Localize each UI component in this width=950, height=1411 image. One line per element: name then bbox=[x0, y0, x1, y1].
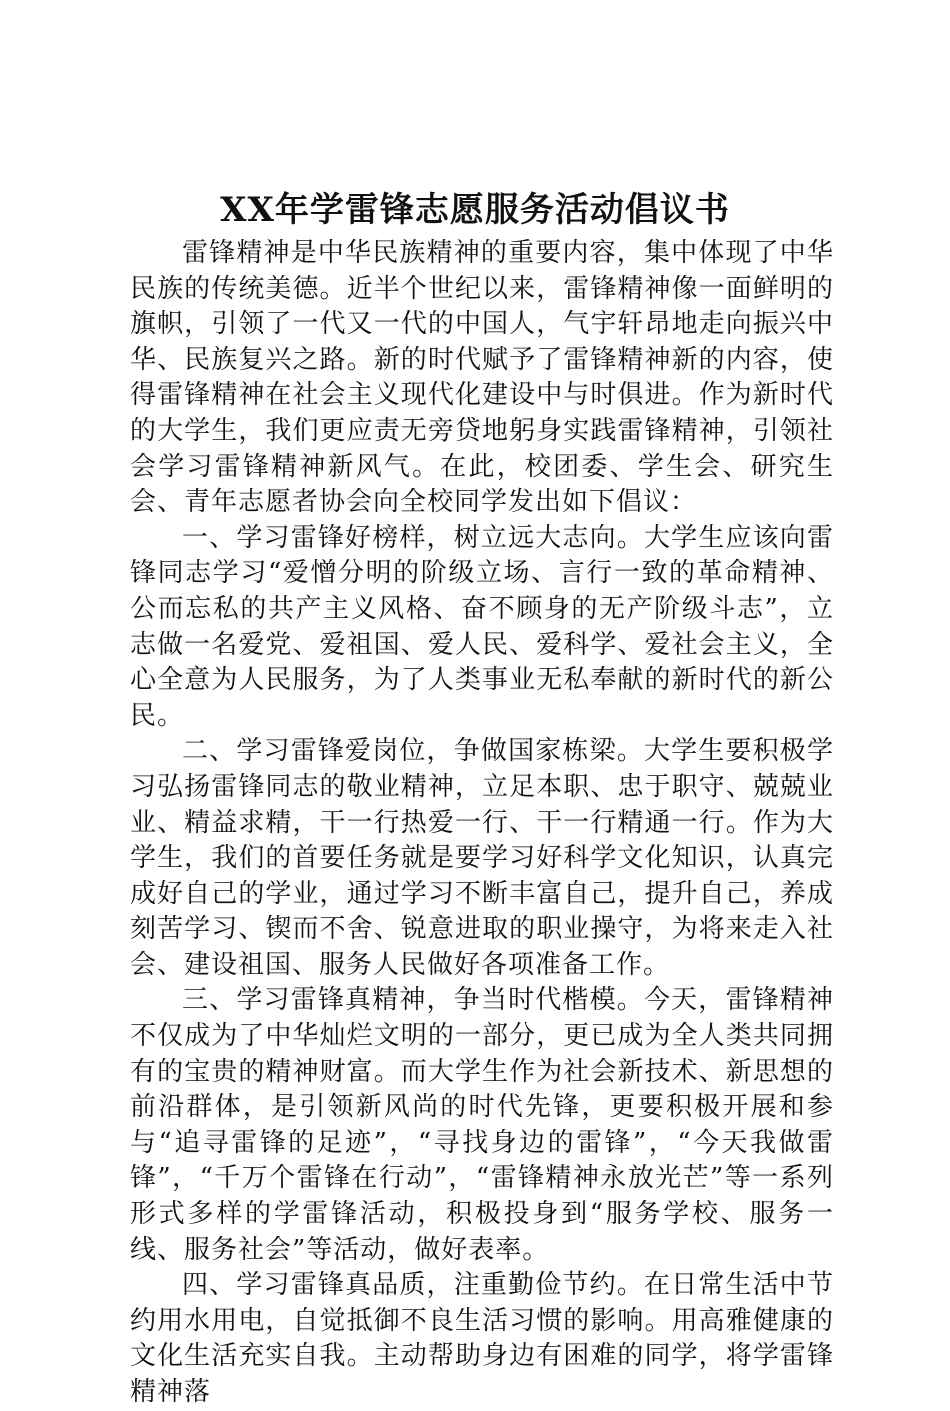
document-title: XX年学雷锋志愿服务活动倡议书 bbox=[220, 190, 730, 230]
paragraph-intro: 雷锋精神是中华民族精神的重要内容，集中体现了中华民族的传统美德。近半个世纪以来，雷锋精神像一面鲜明的旗帜，引领了一代又一代的中国人，气宇轩昂地走向振兴中华、民族复兴之路。新的时代赋予了雷锋精神新的内容，使得雷锋精神在社会主义现代化建设中与时俱进。作为新时代的大学生，我们更应责无旁贷地躬身实践雷锋精神，引领社会学习雷锋精神新风气。在此，校团委、学生会、研究生会、青年志愿者协会向全校同学发出如下倡议： bbox=[130, 238, 834, 518]
paragraph-item-3: 三、学习雷锋真精神，争当时代楷模。今天，雷锋精神不仅成为了中华灿烂文明的一部分，更已成为全人类共同拥有的宝贵的精神财富。而大学生作为社会新技术、新思想的前沿群体，是引领新风尚的时代先锋，更要积极开展和参与“追寻雷锋的足迹”，“寻找身边的雷锋”，“今天我做雷锋”，“千万个雷锋在行动”，“雷锋精神永放光芒”等一系列形式多样的学雷锋活动，积极投身到“服务学校、服务一线、服务社会”等活动，做好表率。 bbox=[130, 985, 834, 1265]
paragraph-item-2: 二、学习雷锋爱岗位，争做国家栋梁。大学生要积极学习弘扬雷锋同志的敬业精神，立足本职、忠于职守、兢兢业业、精益求精，干一行热爱一行、干一行精通一行。作为大学生，我们的首要任务就是要学习好科学文化知识，认真完成好自己的学业，通过学习不断丰富自己，提升自己，养成刻苦学习、锲而不舍、锐意进取的职业操守，为将来走入社会、建设祖国、服务人民做好各项准备工作。 bbox=[130, 736, 834, 980]
paragraph-item-4: 四、学习雷锋真品质，注重勤俭节约。在日常生活中节约用水用电，自觉抵御不良生活习惯的影响。用高雅健康的文化生活充实自我。主动帮助身边有困难的同学，将学雷锋精神落 bbox=[130, 1270, 834, 1407]
document-body bbox=[130, 236, 834, 1411]
paragraph-item-1: 一、学习雷锋好榜样，树立远大志向。大学生应该向雷锋同志学习“爱憎分明的阶级立场、言行一致的革命精神、公而忘私的共产主义风格、奋不顾身的无产阶级斗志”，立志做一名爱党、爱祖国、爱人民、爱科学、爱社会主义，全心全意为人民服务，为了人类事业无私奉献的新时代的新公民。 bbox=[130, 522, 834, 731]
